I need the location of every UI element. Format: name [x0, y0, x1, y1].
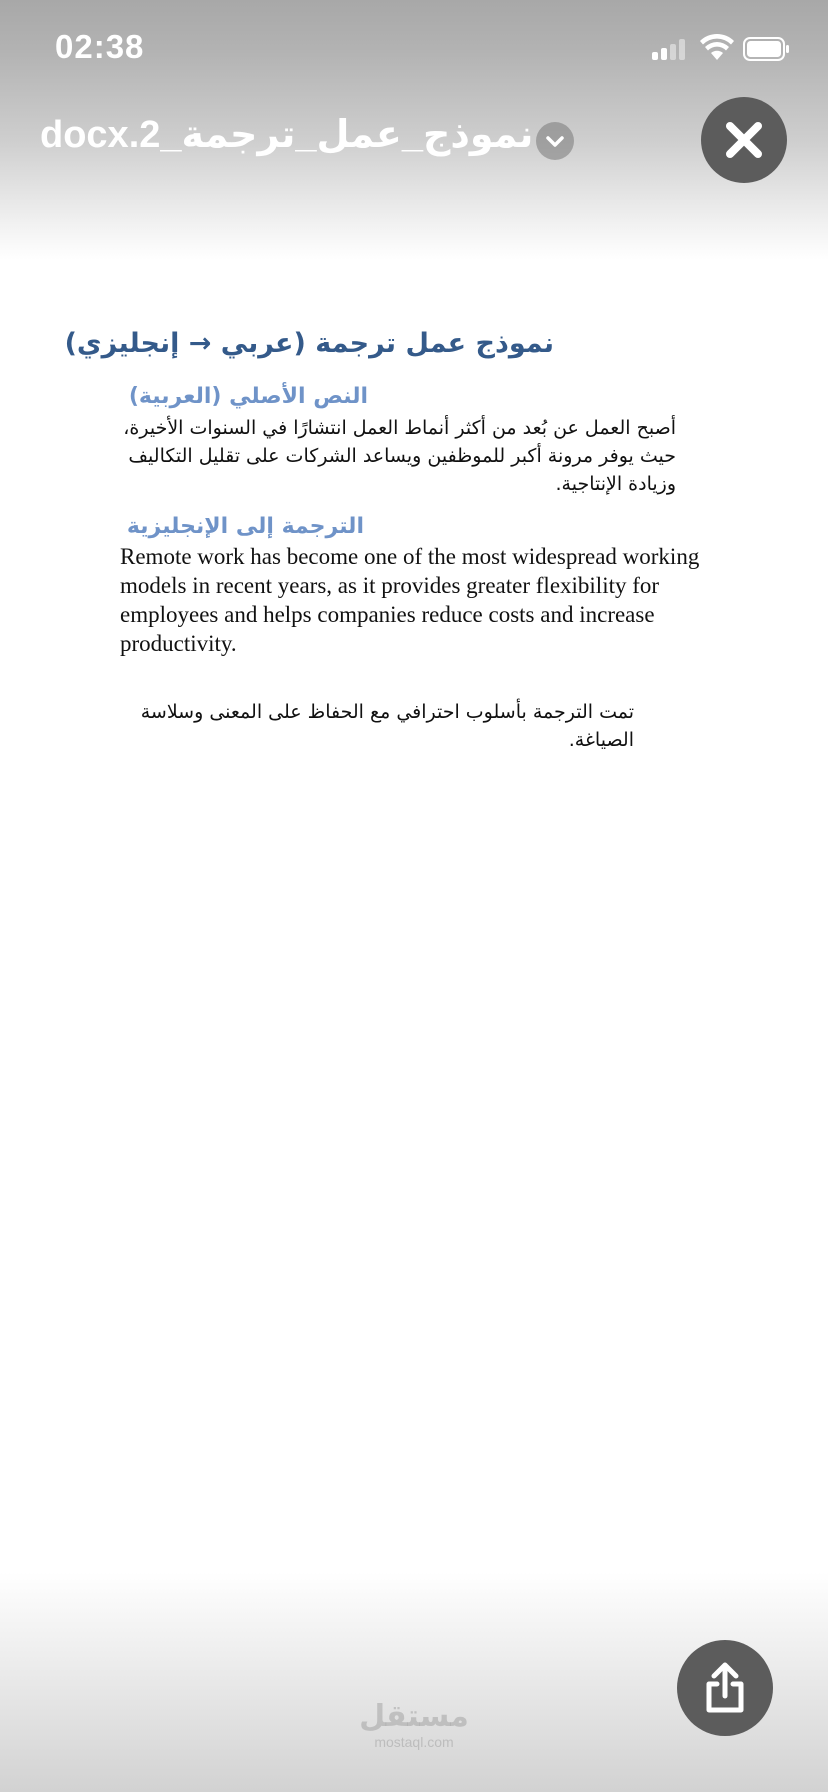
- document-heading: نموذج عمل ترجمة (عربي → إنجليزي): [64, 328, 554, 359]
- translation-heading: الترجمة إلى الإنجليزية: [126, 514, 364, 539]
- battery-icon: [743, 37, 789, 61]
- share-button[interactable]: [677, 1640, 773, 1736]
- original-text-heading: النص الأصلي (العربية): [128, 384, 368, 409]
- close-icon: [701, 97, 787, 183]
- chevron-down-icon[interactable]: [536, 122, 574, 160]
- close-button[interactable]: [701, 97, 787, 183]
- status-bar: [0, 0, 828, 100]
- wifi-icon: [700, 34, 734, 62]
- original-arabic-paragraph: أصبح العمل عن بُعد من أكثر أنماط العمل انتشارًا في السنوات الأخيرة، حيث يوفر مرونة أكبر للموظفين ويساعد الشركات على تقليل التكاليف وزيادة الإنتاجية.: [123, 417, 676, 495]
- watermark-arabic: مستقل: [359, 1699, 469, 1734]
- status-time: 02:38: [55, 28, 145, 65]
- english-translation-paragraph: Remote work has become one of the most widespread working models in recent years, as it provides greater flexibility for employees and helps companies reduce costs and increase productivity.: [120, 544, 700, 656]
- file-title[interactable]: docx.2_نموذج_عمل_ترجمة: [40, 114, 534, 156]
- mostaql-watermark: [354, 1700, 474, 1750]
- translation-note-paragraph: تمت الترجمة بأسلوب احترافي مع الحفاظ على المعنى وسلاسة الصياغة.: [140, 701, 634, 751]
- cellular-signal-icon: [652, 38, 688, 60]
- share-icon: [677, 1640, 773, 1736]
- watermark-latin: mostaql.com: [374, 1734, 454, 1750]
